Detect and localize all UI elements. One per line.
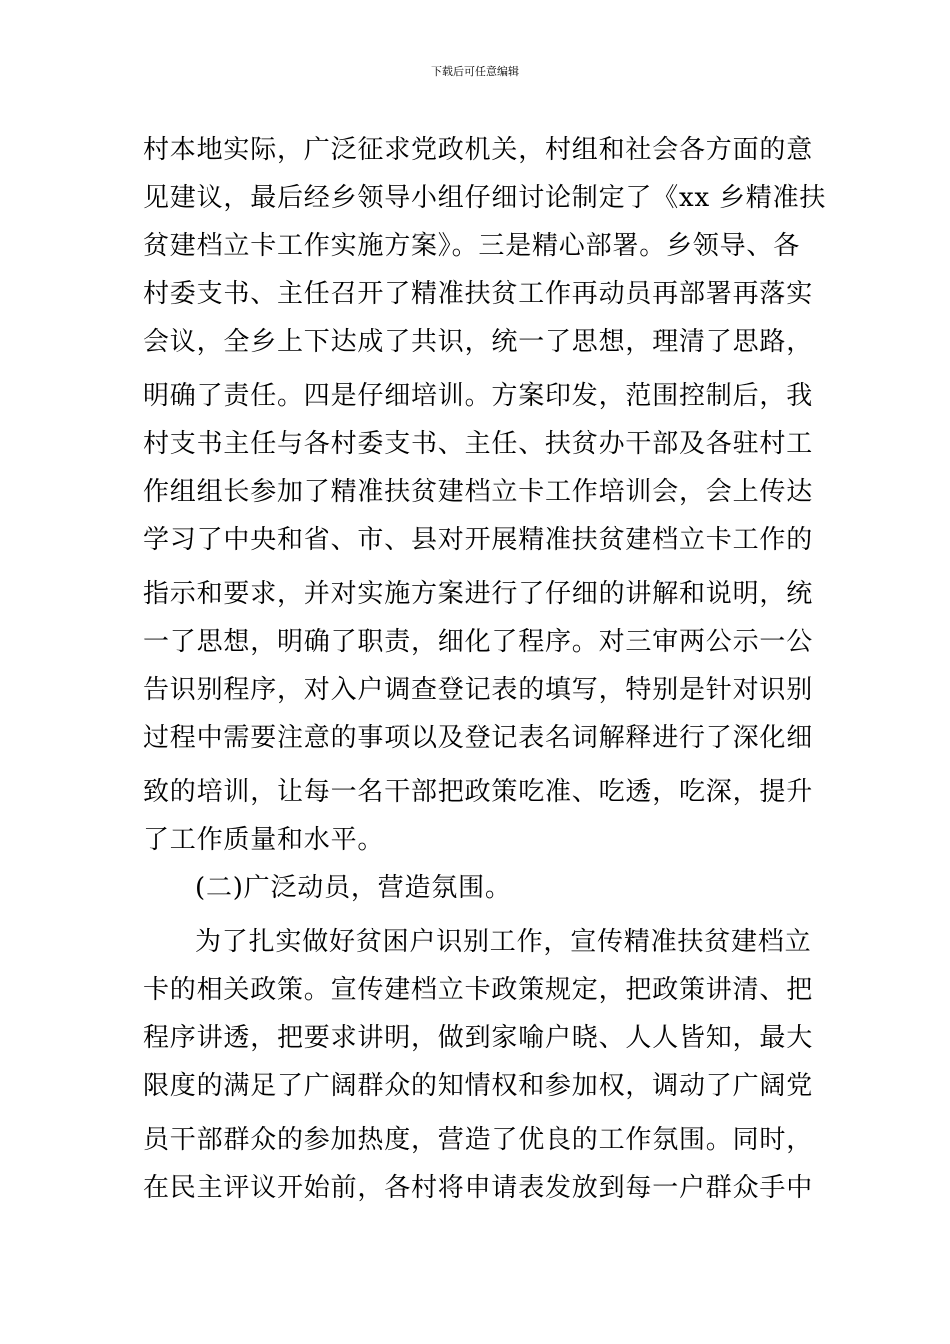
text-line: 一了思想，明确了职责，细化了程序。对三审两公示一公 — [143, 627, 814, 657]
text-line: 限度的满足了广阔群众的知情权和参加权，调动了广阔党 — [143, 1071, 814, 1101]
text-line: 村本地实际，广泛征求党政机关，村组和社会各方面的意 — [143, 135, 814, 165]
text-line: 村支书主任与各村委支书、主任、扶贫办干部及各驻村工 — [143, 429, 814, 459]
text-line: 贫建档立卡工作实施方案》。三是精心部署。乡领导、各 — [143, 231, 801, 261]
text-line: 卡的相关政策。宣传建档立卡政策规定，把政策讲清、把 — [143, 975, 814, 1005]
text-line: 过程中需要注意的事项以及登记表名词解释进行了深化细 — [143, 723, 814, 753]
text-line: 在民主评议开始前，各村将申请表发放到每一户群众手中 — [143, 1173, 814, 1203]
text-line: 了工作质量和水平。 — [143, 825, 385, 855]
text-line: 致的培训，让每一名干部把政策吃准、吃透，吃深，提升 — [143, 777, 814, 807]
text-line: 学习了中央和省、市、县对开展精准扶贫建档立卡工作的 — [143, 525, 814, 555]
text-line: 见建议，最后经乡领导小组仔细讨论制定了《xx 乡精准扶 — [143, 183, 827, 213]
text-line: 告识别程序，对入户调查登记表的填写，特别是针对识别 — [143, 675, 814, 705]
section-heading: (二)广泛动员，营造氛围。 — [195, 873, 512, 903]
text-line: 指示和要求，并对实施方案进行了仔细的讲解和说明，统 — [143, 579, 814, 609]
paragraph-first-line: 为了扎实做好贫困户识别工作，宣传精准扶贫建档立 — [195, 927, 812, 957]
text-line: 作组组长参加了精准扶贫建档立卡工作培训会，会上传达 — [143, 477, 814, 507]
text-line: 明确了责任。四是仔细培训。方案印发，范围控制后，我 — [143, 381, 814, 411]
text-line: 程序讲透，把要求讲明，做到家喻户晓、人人皆知，最大 — [143, 1023, 814, 1053]
page-header: 下载后可任意编辑 — [431, 65, 519, 78]
text-line: 会议，全乡上下达成了共识，统一了思想，理清了思路， — [143, 327, 814, 357]
text-line: 员干部群众的参加热度，营造了优良的工作氛围。同时， — [143, 1125, 814, 1155]
text-line: 村委支书、主任召开了精准扶贫工作再动员再部署再落实 — [143, 279, 814, 309]
